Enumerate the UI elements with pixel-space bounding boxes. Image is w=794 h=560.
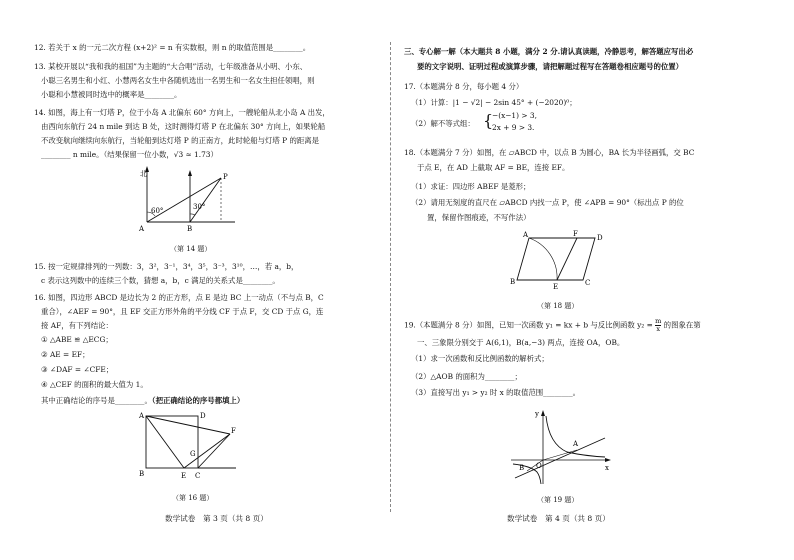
axis-y-label: y [535, 410, 539, 418]
question-16-conclusion-4: ④ △CEF 的面积的最大值为 1。 [41, 380, 148, 389]
point-b-label: B [519, 464, 525, 472]
figure-16 [138, 410, 248, 482]
question-13-line-1: 13. 某校开展以“我和我的祖国”为主题的“大合唱”活动，七年级准备从小明、小东、 [34, 62, 308, 71]
point-b-label: B [510, 278, 516, 286]
point-c-label: C [585, 279, 591, 287]
figure-19-caption: （第 19 题） [537, 496, 579, 504]
question-19-part-1: （1）求一次函数和反比例函数的解析式； [411, 354, 549, 363]
figure-18-caption: （第 18 题） [537, 302, 579, 310]
question-15-line-1: 15. 按一定规律排列的一列数：3，3²，3⁻¹，3⁴，3⁵，3⁻³，3¹⁰，…，若 a，b， [34, 262, 299, 271]
point-a-label: A [523, 231, 529, 239]
north-label: 北 [140, 170, 147, 178]
question-16-conclusion-2: ② AE = EF； [41, 350, 90, 359]
point-c-label: C [195, 472, 201, 480]
question-13-line-2: 小聪三名男生和小红、小慧两名女生中各随机选出一名男生和一名女生担任领唱，则 [41, 76, 315, 85]
question-18-part-2-line-1: （2）请用无刻度的直尺在 ▱ABCD 内找一点 P，使 ∠APB = 90°（标出点 P 的位 [411, 198, 684, 207]
question-16-conclusion-1: ① △ABE ≌ △ECG； [41, 335, 113, 344]
point-e-label: E [553, 283, 559, 290]
question-18-part-1: （1）求证：四边形 ABEF 是菱形； [411, 182, 531, 191]
angle-60-label: 60° [151, 207, 164, 215]
angle-30-label: 30° [193, 203, 206, 211]
question-14-line-4: ________ n mile。（结果保留一位小数，√3 ≈ 1.73） [41, 150, 218, 159]
left-page-footer: 数学试卷 第 3 页（共 8 页） [165, 514, 268, 523]
right-page [397, 0, 794, 560]
right-page-footer: 数学试卷 第 4 页（共 8 页） [507, 514, 610, 523]
question-15-line-2: c 表示这列数中的连续三个数，猜想 a，b，c 满足的关系式是________。 [41, 276, 280, 285]
question-16-line-1: 16. 如图，四边形 ABCD 是边长为 2 的正方形，点 E 是边 BC 上一动点（不与点 B，C [34, 293, 324, 302]
question-18-line-2: 于点 E，在 AD 上截取 AF = BE，连接 EF。 [417, 163, 570, 172]
point-b-label: B [187, 225, 193, 233]
point-a-label: A [139, 412, 145, 420]
axis-x-label: x [605, 464, 609, 472]
question-16-conclusion-3: ③ ∠DAF = ∠CFE； [41, 365, 114, 374]
point-d-label: D [200, 412, 206, 420]
question-18-line-1: 18.（本题满分 7 分）如图，在 ▱ABCD 中，以点 B 为圆心，BA 长为半径画弧，交 BC [404, 148, 695, 157]
page-divider [390, 42, 391, 512]
section-3-header-line-1: 三、专心解一解（本大题共 8 小题，满分 2 分.请认真读题，冷静思考，解答题应写出必 [404, 47, 694, 56]
point-d-label: D [597, 234, 603, 242]
inequality-1: −(x−1) > 3, [492, 111, 537, 120]
figure-14 [135, 164, 255, 234]
point-g-label: G [190, 450, 196, 458]
question-19-line-2: 一、三象限分别交于 A(6,1)，B(a,−3) 两点，连接 OA，OB。 [417, 338, 625, 347]
question-19-part-3: （3）直接写出 y₁ > y₂ 时 x 的取值范围________。 [411, 388, 581, 397]
question-17-head: 17.（本题满分 8 分，每小题 4 分） [404, 82, 524, 91]
question-12: 12. 若关于 x 的一元二次方程 (x+2)² = n 有实数根，则 n 的取值范围是________。 [34, 43, 311, 52]
point-f-label: F [573, 230, 578, 238]
question-16-hint: （把正确结论的序号都填上） [151, 396, 245, 405]
figure-16-caption: （第 16 题） [172, 494, 214, 502]
question-13-line-3: 小聪和小慧被同时选中的概率是________。 [41, 90, 182, 99]
question-14-line-3: 不改变航向继续向东航行，当轮船到达灯塔 P 的正南方，此时轮船与灯塔 P 的距离是 [41, 136, 320, 145]
question-14-line-1: 14. 如图，海上有一灯塔 P，位于小岛 A 北偏东 60° 方向上，一艘轮船从北小岛 A 出发， [34, 108, 330, 117]
point-a-label: A [139, 225, 145, 233]
fraction-m-over-x: $\frac{m}{x}$ [655, 317, 662, 333]
figure-14-caption: （第 14 题） [170, 245, 212, 253]
point-f-label: F [231, 427, 236, 435]
section-3-header-line-2: 要的文字说明、证明过程或演算步骤，请把解题过程写在答题卷相应题号的位置） [417, 62, 684, 71]
brace-icon: { [483, 111, 494, 130]
point-a-label: A [573, 440, 579, 448]
inequality-2: 2x + 9 > 3. [492, 123, 535, 132]
question-17-part-1: （1）计算：|1 − √2| − 2sin 45° + (−2020)⁰； [411, 98, 577, 107]
question-16-line-3: 接 AF，有下列结论： [41, 321, 113, 330]
question-16-answer-prompt: 其中正确结论的序号是________。（把正确结论的序号都填上） [41, 396, 245, 405]
left-page [0, 0, 385, 560]
origin-label: O [536, 462, 542, 470]
figure-18 [505, 228, 615, 290]
question-14-line-2: 由西向东航行 24 n mile 到达 B 处，这时测得灯塔 P 在北偏东 30° 方向上，如果轮船 [41, 122, 326, 131]
question-19-head: 19.（本题满分 8 分）如图，已知一次函数 y₁ = kx + b 与反比例函数 y₂ = $\frac{m}{x}$ 的图象在第 [404, 317, 701, 333]
question-17-part-2-label: （2）解不等式组： [411, 119, 475, 128]
question-18-part-2-line-2: 置，保留作图痕迹，不写作法） [427, 213, 531, 222]
point-p-label: P [223, 173, 228, 181]
point-e-label: E [181, 472, 187, 480]
question-19-part-2: （2）△AOB 的面积为________； [411, 372, 522, 381]
question-16-line-2: 重合），∠AEF = 90°，且 EF 交正方形外角的平分线 CF 于点 F，交 CD 于点 G，连 [41, 307, 324, 316]
point-b-label: B [139, 470, 145, 478]
figure-19 [505, 408, 615, 486]
